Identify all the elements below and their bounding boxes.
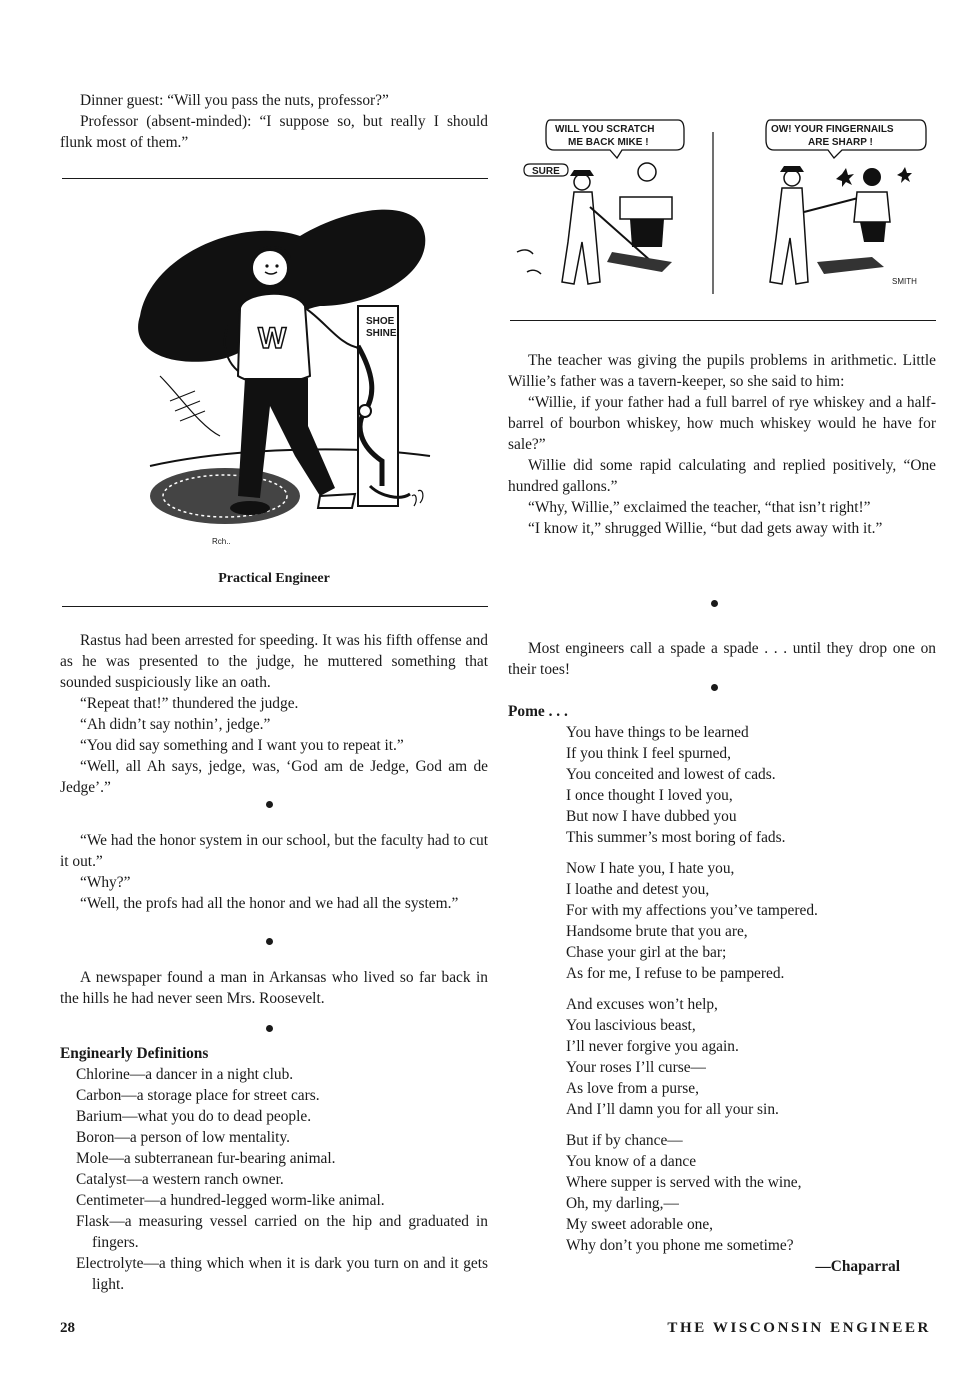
poem-line: As love from a purse,	[566, 1080, 699, 1097]
poem-line: And excuses won’t help,	[566, 996, 718, 1013]
poem-line: If you think I feel spurned,	[566, 745, 731, 762]
poem-line: My sweet adorable one,	[566, 1216, 714, 1233]
willie-paragraph-2: “Willie, if your father had a full barrel of rye whiskey and a half-barrel of bourbon whiskey, how much whiskey would he have for sale?”	[508, 394, 936, 453]
definition-item: Electrolyte—a thing which when it is dark you turn on and it gets light.	[76, 1255, 488, 1293]
rastus-paragraph-3: “Ah didn’t say nothin’, jedge.”	[80, 716, 271, 733]
rastus-paragraph-2: “Repeat that!” thundered the judge.	[80, 695, 299, 712]
poem-line: You know of a dance	[566, 1153, 697, 1170]
divider-rule	[510, 320, 936, 321]
definition-item: Chlorine—a dancer in a night club.	[76, 1066, 294, 1083]
poem-line: Chase your girl at the bar;	[566, 944, 727, 961]
shoe-sign-line-2: SHINE	[366, 328, 397, 339]
rastus-paragraph-4: “You did say something and I want you to repeat it.”	[80, 737, 404, 754]
honor-joke	[60, 830, 488, 914]
newspaper-paragraph: A newspaper found a man in Arkansas who lived so far back in the hills he had never seen Mrs. Roosevelt.	[60, 969, 488, 1007]
spade-paragraph: Most engineers call a spade a spade . . . until they drop one on their toes!	[508, 640, 936, 678]
scratch-back-cartoon	[512, 112, 936, 302]
section-bullet	[266, 1025, 273, 1032]
definition-item: Barium—what you do to dead people.	[76, 1108, 312, 1125]
definition-item: Flask—a measuring vessel carried on the hip and graduated in fingers.	[76, 1213, 488, 1251]
definition-item: Boron—a person of low mentality.	[76, 1129, 291, 1146]
poem-line: Why don’t you phone me sometime?	[566, 1237, 794, 1254]
poem-line: But now I have dubbed you	[566, 808, 737, 825]
practical-engineer-cartoon	[120, 196, 440, 556]
nuts-joke	[60, 90, 488, 153]
divider-rule	[62, 606, 488, 607]
cartoon-caption: Practical Engineer	[218, 571, 330, 586]
definition-item: Centimeter—a hundred-legged worm-like animal.	[76, 1192, 385, 1209]
willie-joke	[508, 350, 936, 539]
poem-line: You lascivious beast,	[566, 1017, 696, 1034]
panel-2-bubble-line-1: OW! YOUR FINGERNAILS	[771, 124, 894, 135]
rastus-paragraph-1: Rastus had been arrested for speeding. It was his fifth offense and as he was presented to the judge, he muttered something that sounded suspiciously like an oath.	[60, 632, 488, 691]
panel-2-bubble-line-2: ARE SHARP !	[808, 137, 873, 148]
poem-line: Handsome brute that you are,	[566, 923, 748, 940]
panel-1-bubble-line-2: ME BACK MIKE !	[568, 137, 649, 148]
section-bullet	[711, 684, 718, 691]
definition-item: Carbon—a storage place for street cars.	[76, 1087, 320, 1104]
section-bullet	[266, 938, 273, 945]
panel-1-bubble-line-1: WILL YOU SCRATCH	[555, 124, 655, 135]
poem-line: As for me, I refuse to be pampered.	[566, 965, 785, 982]
rastus-joke	[60, 630, 488, 798]
engineer-head	[252, 250, 288, 286]
poem-stanza	[508, 722, 936, 848]
manhole-cover	[150, 468, 300, 524]
panel-1-reply-text: SURE	[532, 166, 560, 177]
section-bullet	[711, 600, 718, 607]
definition-item: Catalyst—a western ranch owner.	[76, 1171, 284, 1188]
pome-section	[508, 701, 936, 1277]
artist-signature: Rch..	[212, 537, 231, 546]
magazine-title: THE WISCONSIN ENGINEER	[667, 1320, 931, 1336]
section-bullet	[266, 801, 273, 808]
poem-line: And I’ll damn you for all your sin.	[566, 1101, 779, 1118]
nuts-joke-line-2: Professor (absent-minded): “I suppose so, but really I should flunk most of them.”	[60, 113, 488, 151]
poem-line: Where supper is served with the wine,	[566, 1174, 802, 1191]
nuts-joke-line-1: Dinner guest: “Will you pass the nuts, professor?”	[80, 92, 389, 109]
poem-line: You conceited and lowest of cads.	[566, 766, 776, 783]
pome-heading: Pome . . .	[508, 703, 568, 720]
poem-stanza	[508, 858, 936, 984]
poem-credit: —Chaparral	[815, 1258, 900, 1275]
definitions-section	[60, 1043, 488, 1295]
divider-rule	[62, 178, 488, 179]
poem-line: I loathe and detest you,	[566, 881, 710, 898]
poem-line: You have things to be learned	[566, 724, 749, 741]
cartoon-signature: SMITH	[892, 277, 917, 286]
honor-paragraph-3: “Well, the profs had all the honor and we had all the system.”	[80, 895, 459, 912]
willie-paragraph-4: “Why, Willie,” exclaimed the teacher, “that isn’t right!”	[528, 499, 871, 516]
willie-paragraph-5: “I know it,” shrugged Willie, “but dad gets away with it.”	[528, 520, 883, 537]
poem-line: Your roses I’ll curse—	[566, 1059, 706, 1076]
poem-line: Now I hate you, I hate you,	[566, 860, 735, 877]
poem-line: I once thought I loved you,	[566, 787, 733, 804]
poem-line: Oh, my darling,—	[566, 1195, 679, 1212]
poem-line: For with my affections you’ve tampered.	[566, 902, 818, 919]
poem-line: This summer’s most boring of fads.	[566, 829, 786, 846]
shoe-sign-line-1: SHOE	[366, 316, 395, 327]
poem-stanza	[508, 994, 936, 1120]
honor-paragraph-1: “We had the honor system in our school, but the faculty had to cut it out.”	[60, 832, 488, 870]
willie-paragraph-1: The teacher was giving the pupils problems in arithmetic. Little Willie’s father was a tavern-keeper, so she said to him:	[508, 352, 936, 390]
page-number: 28	[60, 1320, 75, 1336]
sweater-letter: W	[258, 322, 287, 355]
newspaper-joke	[60, 967, 488, 1009]
rastus-paragraph-5: “Well, all Ah says, jedge, was, ‘God am de Jedge, God am de Jedge’.”	[60, 758, 488, 796]
poem-line: I’ll never forgive you again.	[566, 1038, 739, 1055]
spade-joke	[508, 638, 936, 680]
honor-paragraph-2: “Why?”	[80, 874, 131, 891]
poem-stanza	[508, 1130, 936, 1256]
definition-item: Mole—a subterranean fur-bearing animal.	[76, 1150, 336, 1167]
definitions-heading: Enginearly Definitions	[60, 1045, 209, 1062]
willie-paragraph-3: Willie did some rapid calculating and replied positively, “One hundred gallons.”	[508, 457, 936, 495]
poem-line: But if by chance—	[566, 1132, 683, 1149]
